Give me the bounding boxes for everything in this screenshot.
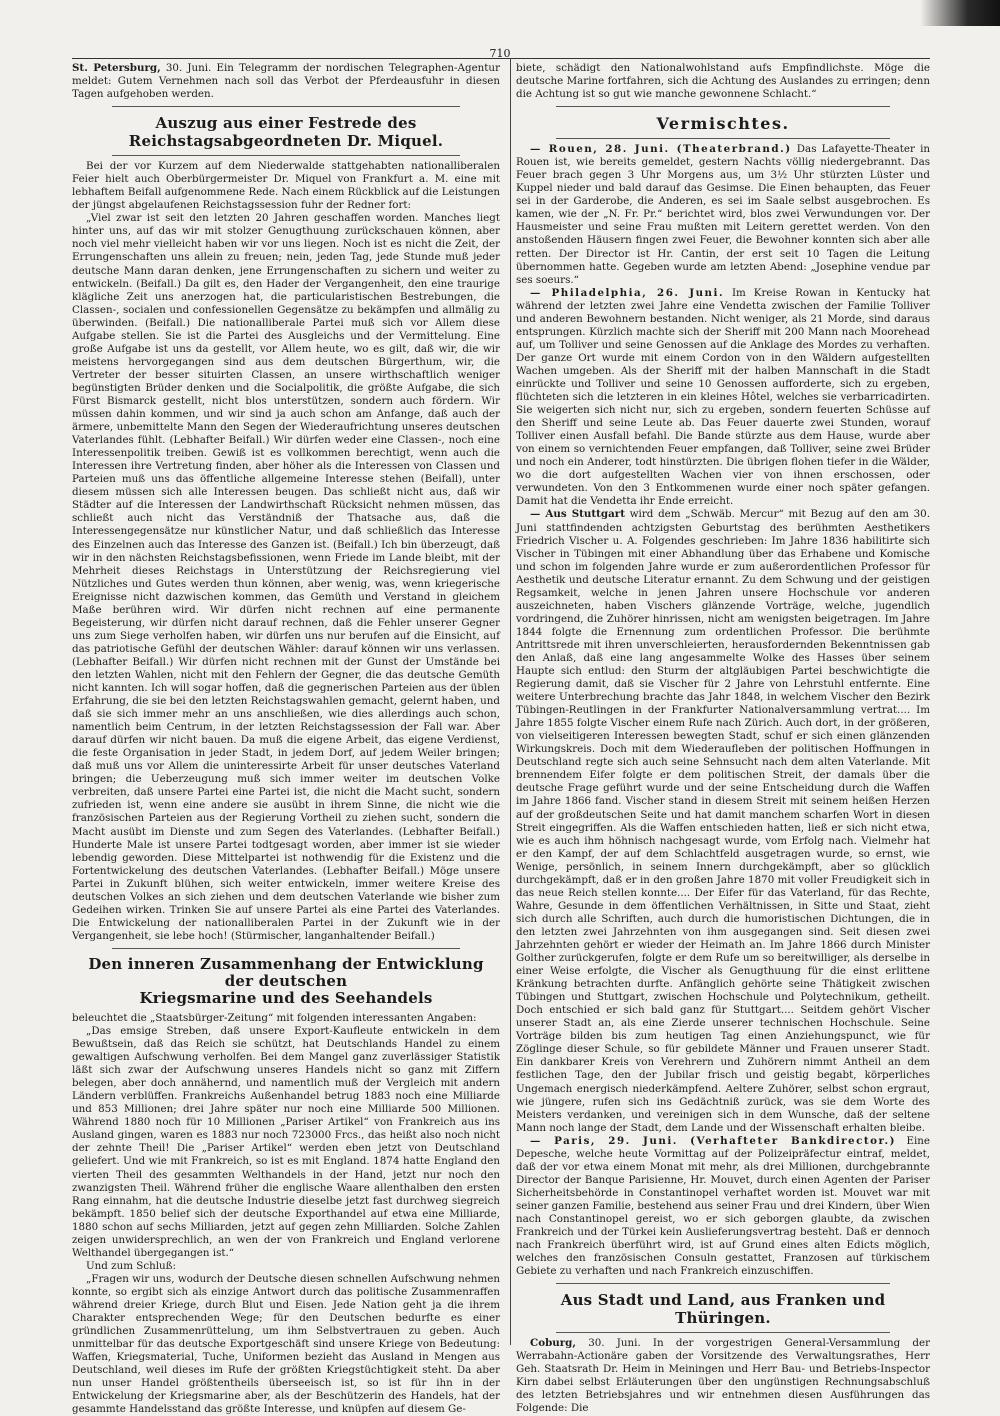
article2-headline-line2: Kriegsmarine und des Seehandels — [139, 988, 433, 1007]
news-item-dateline: — Paris, 29. Juni. (Verhafteter Bankdirector.) — [530, 1134, 896, 1147]
article2-headline — [72, 956, 500, 1007]
coburg-text: 30. Juni. In der vorgestrigen General-Versammlung der Werrabahn-Actionäre gaben der Vorsitzende des Verwaltungsrathes, Herr Geh. Staatsrath Dr. Heim in Meiningen und Herr Bau- und Betriebs-Inspector Kirn dabei selbst Erläuterungen über den ungünstigen Rechnungsabschluß des letzten Betriebsjahres und wir entnehmen diesen Ausführungen das Folgende: Die — [516, 1337, 930, 1415]
continuation-paragraph: biete, schädigt den Nationalwohlstand aufs Empfindlichste. Möge die deutsche Marine fortfahren, sich die Achtung des Auslandes zu erringen; denn die Achtung ist so gut wie manche gewonnene Schlacht.“ — [516, 62, 930, 101]
scan-edge-mark — [920, 0, 1000, 26]
column-divider — [510, 58, 511, 1345]
intro-text: 30. Juni. Ein Telegramm der nordischen Telegraphen-Agentur meldet: Gutem Vernehmen nach soll das Verbot der Pferdeausfuhr in diesen Tagen aufgehoben werden. — [72, 62, 500, 101]
coburg-paragraph — [516, 1337, 930, 1415]
article2-headline-line1: Den inneren Zusammenhang der Entwicklung der deutschen — [88, 954, 484, 990]
article2-paragraph: Und zum Schluß: — [86, 1259, 176, 1272]
intro-paragraph — [72, 62, 500, 101]
news-item — [516, 1135, 930, 1279]
news-item-text: wird dem „Schwäb. Mercur“ mit Bezug auf den am 30. Juni stattfindenden achtzigsten Geburtstag des berühmten Aesthetikers Friedrich Vischer u. A. Folgendes geschrieben: Im Jahre 1836 habilitirte sich Vischer in Tübingen mit einer Abhandlung über das Erhabene und Komische und schon im folgenden Jahre wurde er zum außerordentlichen Professor für Aesthetik und deutsche Literatur ernannt. Zu dem Schwung und der geistigen Regsamkeit, welche in jenen Jahren unsere Hochschule vor anderen auszeichneten, haben Vischers glänzende Vorträge, welche, jugendlich vordringend, die Zuhörer hinrissen, nicht am wenigsten beigetragen. Im Jahre 1844 folgte die Ernennung zum ordentlichen Professor. Die berühmte Antrittsrede mit ihren unverschleierten, herausfordernden Bekenntnissen gab den Anlaß, daß eine lang angesammelte Wolke des Hasses über seinem Haupte sich entlud: den Sturm der altgläubigen Partei beschwichtigte die Regierung damit, daß sie Vischer für 2 Jahre von Lehrstuhl entfernte. Eine weitere Unterbrechung brachte das Jahr 1848, in welchem Vischer den Bezirk Tübingen-Reutlingen in der Frankfurter Nationalversammlung vertrat.... Im Jahre 1855 folgte Vischer einem Rufe nach Zürich. Auch dort, in der größeren, von vielseitigeren Interessen bewegten Stadt, schuf er sich einen glänzenden Wirkungskreis. Doch mit dem Wiederaufleben der politischen Hoffnungen in Deutschland regte sich auch seine Sehnsucht nach dem alten Vaterlande. Mit brennendem Eifer folgte er dem politischen Streit, der damals über die deutsche Frage geführt wurde und der seine Entscheidung durch die Waffen im Jahre 1866 fand. Vischer stand in diesem Streit mit seinem heißen Herzen auf der großdeutschen Seite und hat damit manchem scharfen Wort in diesen Streit eingegriffen. Als die Waffen entschieden hatten, ließ er sich nicht etwa, wie es auch ihm höhnisch nachgesagt wurde, vom Erfolg nach. Vielmehr hat er den Kampf, der auf dem Schlachtfeld ausgetragen wurde, so ernst, wie Wenige, persönlich, in seinem Innern durchgekämpft, aber so glücklich durchgekämpft, daß er in den großen Jahre 1870 mit voller Freudigkeit sich in das neue Reich stellen konnte.... Der Eifer für das Vaterland, für das Rechte, Wahre, Gesunde in dem öffentlichen Verhältnissen, in Sitte und Staat, zieht sich durch alle Schriften, auch durch die humoristischen Dichtungen, die in den letzten zwei Jahrzehnten von ihm ausgegangen sind. Seit diesen zwei Jahrzehnten gehört er wieder der Heimath an. Im Jahre 1866 durch Minister Golther zurückgerufen, folgte er dem Rufe um so bereitwilliger, als derselbe in einer Weise erfolgte, die Vischer als Genugthuung für die einst erlittene Kränkung betrachten durfte. Anfänglich gehörte seine Thätigkeit zwischen Tübingen und Stuttgart, zwischen Hochschule und Polytechnikum, getheilt. Doch entschied er sich bald ganz für Stuttgart.... Seitdem gehört Vischer unserer Stadt an, als eine Zierde unserer technischen Hochschule. Seine Vorträge bilden bis zum heutigen Tag einen Anziehungspunct, wie für Zöglinge dieser Schule, so für gebildete Männer und Frauen unserer Stadt. Ein dankbarer Kreis von Verehrern und Zuhörern nimmt Antheil an dem festlichen Tage, den der Jubilar frisch und geistig begabt, körperliches Ungemach energisch niederkämpfend. Aeltere Zuhörer, selbst schon ergraut, wie jüngere, rufen sich ins Gedächtniß zurück, was sie dem Worte des Meisters verdanken, und vereinigen sich in dem Wunsche, daß der seltene Mann noch lange der Stadt, dem Lande und der Wissenschaft erhalten bleibe. — [516, 508, 930, 1134]
news-item-text: Im Kreise Rowan in Kentucky hat während der letzten zwei Jahre eine Vendetta zwischen der Familie Tolliver und anderen Bewohnern bestanden. Nicht weniger, als 21 Morde, sind daraus entsprungen. Kürzlich machte sich der Sheriff mit 200 Mann nach Moorehead auf, um Tolliver und seine Genossen auf die Anklage des Mordes zu verhaften. Der ganze Ort wurde mit einem Cordon von in den Wäldern aufgestellten Wachen umgeben. Als der Sheriff mit der halben Mannschaft in die Stadt einrückte und Tolliver und seine 10 Genossen aufforderte, sich zu ergeben, flüchteten sich die letzteren in ein kleines Hôtel, welches sie verbarricadirten. Sie weigerten sich nicht nur, sich zu ergeben, sondern feuerten Schüsse auf den Sheriff und seine Leute ab. Das Feuer dauerte zwei Stunden, worauf Tolliver einen Ausfall befahl. Die Bande stürzte aus dem Hause, wurde aber von einem so vernichtenden Feuer empfangen, daß Tolliver, seine zwei Brüder und noch ein Anderer, todt hinstürzten. Die übrigen flohen tiefer in die Wälder, wo die dort aufgestellten Wachen vier von ihnen erschossen, oder verwundeten. Von den 3 Entkommenen wurde einer noch später gefangen. Damit hat die Vendetta ihr Ende erreicht. — [516, 286, 930, 508]
section-title-vermischtes: Vermischtes. — [656, 114, 790, 134]
article1-paragraph: „Viel zwar ist seit den letzten 20 Jahren geschaffen worden. Manches liegt hinter uns, auf das wir mit stolzer Genugthuung zurückschauen können, aber noch viel mehr vielleicht haben wir vor uns liegen. Noch ist es nicht die Zeit, der Errungenschaften uns allein zu freuen; nein, jeden Tag, jede Stunde muß jeder deutsche Mann daran denken, jene Errungenschaften zu sichern und weiter zu entwickeln. (Beifall.) Da gilt es, den Hader der Vergangenheit, den eine traurige klägliche Zeit uns anerzogen hat, die particularistischen Bestrebungen, die Classen-, socialen und confessionellen Gegensätze zu bekämpfen und allmälig zu überwinden. (Beifall.) Die nationalliberale Partei muß sich vor Allem diese Aufgabe stellen. Sie ist die Partei des Ausgleichs und der Vermittelung. Eine große Aufgabe ist uns da gestellt, vor Allem heute, wo es gilt, daß wir, die wir meistens hervorgegangen sind aus dem deutschen Bürgerthum, wir, die Vertreter der besser situirten Classen, an unsere wirthschaftlich weniger begünstigten Brüder denken und die Socialpolitik, die größte Aufgabe, die sich Fürst Bismarck gestellt, nicht blos unterstützen, sondern auch fördern. Wir müssen dahin kommen, und wir sind ja auch schon am Anfange, daß auch der ärmere, unbemittelte Mann den Segen der Wiederaufrichtung unseres deutschen Vaterlandes fühlt. (Lebhafter Beifall.) Wir dürfen weder eine Classen-, noch eine Interessenpolitik treiben. Gewiß ist es vollkommen berechtigt, wenn auch die Interessen ihre Vertretung finden, aber höher als die Interessen von Classen und Parteien muß uns das öffentliche allgemeine Interesse stehen (Beifall), unter diesem müssen sich alle Interessen beugen. Das schließt nicht aus, daß wir Städter auf die Interessen der Landwirthschaft Rücksicht nehmen müssen, das schließt auch nicht das Verständniß der Thatsache aus, daß die Interessengegensätze nur künstlicher Natur, und daß schließlich das Interesse des Einzelnen auch das Interesse des Ganzen ist. (Beifall.) Ich bin überzeugt, daß wir in den nächsten Reichstagsbefissionen, wenn Friede im Lande bleibt, mit der Mehrheit dieses Reichstags in Unterstützung der Reichsregierung viel Nützliches und Gutes werden thun können, aber wenig, was, wenn kriegerische Ereignisse nicht dazwischen kommen, das Gemüth und Verstand in gleichem Maße berühren wird. Wir dürfen nicht rechnen auf eine permanente Begeisterung, wir dürfen nicht darauf rechnen, daß die Fehler unserer Gegner uns zum Siege verholfen haben, wir dürfen uns nur berufen auf die Einsicht, auf das patriotische Gefühl der deutschen Wähler: darauf können wir uns verlassen. (Lebhafter Beifall.) Wir dürfen nicht rechnen mit der Gunst der Umstände bei den letzten Wahlen, nicht mit den Fehlern der Gegner, die das deutsche Gemüth nicht kannten. Ich will sogar hoffen, daß die gegnerischen Parteien aus der üblen Erfahrung, die sie bei den letzten Reichstagswahlen gemacht, gelernt haben, und daß sie sich immer mehr an uns anschließen, wie dies allerdings auch schon, namentlich beim Centrum, in der letzten Reichstagssession der Fall war. Aber darauf dürfen wir nicht bauen. Da muß die eigene Arbeit, das eigene Verdienst, die feste Organisation in jeder Stadt, in jedem Dorf, auf jedem Weiler bringen; daß muß uns vor Allem die uninteressirte Arbeit für unser deutsches Vaterland bringen; die Ueberzeugung muß sich immer weiter im deutschen Volke verbreiten, daß unsere Partei eine Partei ist, die nicht die Macht sucht, sondern zufrieden ist, wenn eine andere sie ausübt in ihrem Sinne, die nicht wie die französischen Parteien aus der Regierung Vortheil zu ziehen sucht, sondern die Macht ausübt im Dienste und zum Segen des Vaterlandes. (Lebhafter Beifall.) Hunderte Male ist unsere Partei todtgesagt worden, aber immer ist sie wieder lebendig geworden. Diese Mittelpartei ist nothwendig für die Existenz und die Fortentwickelung des deutschen Vaterlandes. (Lebhafter Beifall.) Möge unsere Partei in Zukunft blühen, sich weiter entwickeln, immer weitere Kreise des deutschen Volkes an sich ziehen und dem deutschen Vaterlande wie bisher zum Gedeihen wirken. Trinken Sie auf unsere Partei als eine Partei des Vaterlandes. Die Entwickelung der nationalliberalen Partei in der Zukunft wie in der Vergangenheit, sie lebe hoch! (Stürmischer, langanhaltender Beifall.) — [72, 212, 500, 942]
news-item-dateline: — Aus Stuttgart — [530, 508, 625, 521]
left-column — [72, 62, 500, 1416]
news-item — [516, 143, 930, 287]
page-number: 710 — [489, 47, 511, 60]
separator-rule — [556, 1332, 890, 1333]
article1-paragraph: Bei der vor Kurzem auf dem Niederwalde stattgehabten nationalliberalen Feier hielt auch Oberbürgermeister Dr. Miquel von Frankfurt a. M. eine mit lebhaftem Beifall aufgenommene Rede. Nach einem Rückblick auf die Leistungen der jüngst abgelaufenen Reichstagssession fuhr der Redner fort: — [72, 160, 500, 212]
news-item — [516, 287, 930, 509]
article2-paragraph: „Fragen wir uns, wodurch der Deutsche diesen schnellen Aufschwung nehmen konnte, so ergibt sich als einzige Antwort durch das politische Zusammenraffen während dreier Kriege, durch Blut und Eisen. Jede Nation geht ja die ihrem Charakter entsprechenden Wege; für den Deutschen bedurfte es einer gründlichen Zusammenrüttelung, um ihm Selbstvertrauen zu geben. Auch unmittelbar für das deutsche Exportgeschäft sind unsere Kriege von Bedeutung: Waffen, Kriegsmaterial, Tuche, Uniformen bezieht das Ausland in Mengen aus Deutschland, weil dieses im Rufe der größten Kriegstüchtigkeit steht. Da aber nun unser Handel größtentheils überseeisch ist, so ist für ihn in der Entwickelung der Kriegsmarine aber, als der Beschützerin des Handels, hat der gesammte Handelsstand das größte Interesse, und knüpfen auf diesem Ge- — [72, 1272, 500, 1416]
article1-headline: Auszug aus einer Festrede des Reichstagsabgeordneten Dr. Miquel. — [128, 114, 444, 151]
news-item — [516, 508, 930, 1134]
article2-paragraph: „Das emsige Streben, daß unsere Export-Kaufleute entwickeln in dem Bewußtsein, daß das Reich sie schützt, hat Deutschlands Handel zu einem gewaltigen Aufschwung verholfen. Bei dem Mangel ganz zuverlässiger Statistik läßt sich zwar der Aufschwung unseres Handels nicht so ganz mit Ziffern belegen, aber doch annähernd, und namentlich muß der Vergleich mit andern Ländern verblüffen. Frankreichs Außenhandel betrug 1883 noch eine Milliarde und 853 Millionen; drei Jahre später nur noch eine Milliarde 500 Millionen. Während 1880 noch für 10 Millionen „Pariser Artikel“ von Frankreich aus ins Ausland gingen, waren es 1883 nur noch 723000 Frcs., das heißt also noch nicht der zehnte Theil! Die „Pariser Artikel“ werden eben jetzt von Deutschland geliefert. Und wie mit Frankreich, so ist es mit England. 1874 hatte England den vierten Theil des gesammten Welthandels in der Hand, jetzt nur noch den zwanzigsten Theil. Während früher die englische Waare allenthalben den ersten Rang einnahm, hat die deutsche Industrie dieselbe jetzt fast durchweg siegreich bekämpft. 1850 belief sich der deutsche Exporthandel auf etwa eine Milliarde, 1880 schon auf sechs Milliarden, jetzt auf gegen zehn Milliarden. Solche Zahlen zeigen unwidersprechlich, an wen der von Frankreich und England verlorene Welthandel übergegangen ist.“ — [72, 1025, 500, 1259]
news-item-dateline: — Philadelphia, 26. Juni. — [530, 286, 725, 299]
separator-rule — [112, 155, 460, 156]
right-column — [516, 62, 931, 1415]
article2-paragraph: beleuchtet die „Staatsbürger-Zeitung“ mit folgenden interessanten Angaben: — [72, 1011, 477, 1024]
section-title-regional: Aus Stadt und Land, aus Franken und Thüringen. — [560, 1291, 886, 1328]
intro-dateline: St. Petersburg, — [72, 62, 161, 74]
separator-rule — [112, 106, 460, 107]
news-item-text: Das Lafayette-Theater in Rouen ist, wie bereits gemeldet, gestern Nachts völlig niedergebrannt. Das Feuer brach gegen 3 Uhr Morgens aus, um 3½ Uhr stürzten Lüster und Kuppel nieder und bald darauf das Gesimse. Die Einen behaupten, das Feuer sei in der Garderobe, die Anderen, es sei im Saale selbst ausgebrochen. Es kamen, wie der „N. Fr. Pr.“ berichtet wird, blos zwei Verwundungen vor. Der Hausmeister und seine Frau mußten mit Leitern gerettet werden. Von den anstoßenden Häusern fingen zwei Feuer, die Bewohner konnten sich aber alle retten. Der Director ist Hr. Cantin, der erst seit 10 Tagen die Leitung übernommen hatte. Gegeben wurde am letzten Abend: „Josephine vendue par ses soeurs.“ — [516, 143, 931, 286]
separator-rule — [556, 138, 890, 139]
separator-rule — [556, 106, 890, 107]
separator-rule — [112, 948, 460, 949]
coburg-dateline: Coburg, — [530, 1337, 576, 1350]
news-item-dateline: — Rouen, 28. Juni. (Theaterbrand.) — [530, 143, 792, 156]
news-item-text: Eine Depesche, welche heute Vormittag auf der Polizeipräfectur eintraf, meldet, daß der vor etwa einem Monat mit mehr, als drei Millionen, durchgebrannte Director der Banque Parisienne, Hr. Mouvet, durch einen Agenten der Pariser Sicherheitsbehörde in Constantinopel verhaftet worden ist. Mouvet war mit seiner ganzen Familie, bestehend aus seiner Frau und drei Kindern, über Wien nach Constantinopel gereist, wo er sich geborgen glaubte, da zwischen Frankreich und der Türkei kein Auslieferungsvertrag besteht. Daß er dennoch nach Frankreich überführt wird, ist auf Grund eines alten Edicts möglich, welches den französischen Consuln gestattet, Franzosen auf türkischem Gebiete zu verhaften und nach Frankreich einzuschiffen. — [516, 1134, 930, 1278]
separator-rule — [556, 1283, 890, 1284]
top-rule — [72, 58, 930, 59]
